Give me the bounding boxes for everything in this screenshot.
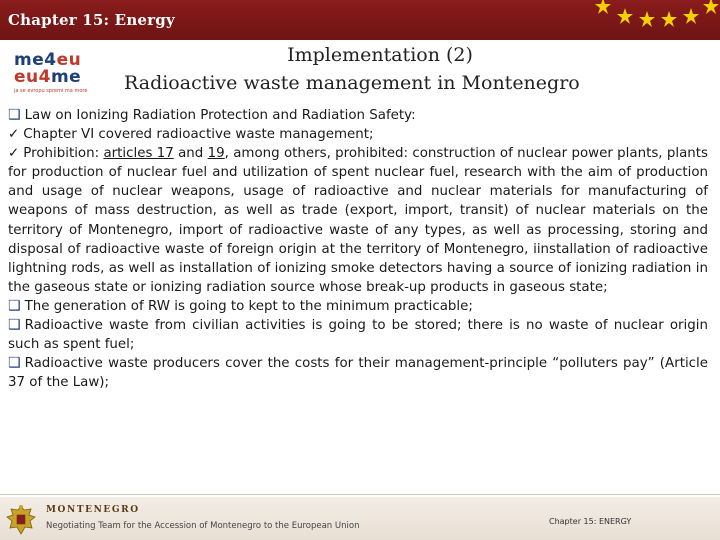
footer-divider bbox=[0, 494, 720, 495]
list-item bbox=[8, 144, 708, 297]
footer-country: MONTENEGRO bbox=[46, 505, 140, 515]
square-bullet-icon: ❑ bbox=[8, 317, 21, 334]
logo-text: me bbox=[50, 67, 82, 87]
montenegro-crest-icon bbox=[4, 503, 38, 537]
logo-text: eu bbox=[56, 50, 82, 70]
header-bar bbox=[0, 0, 720, 40]
logo-tagline: ja se evropu spremi ma more bbox=[14, 88, 88, 94]
star-icon bbox=[617, 8, 633, 24]
slide-subtitle: Radioactive waste management in Montenegro bbox=[124, 72, 580, 94]
list-item bbox=[8, 125, 708, 144]
article-link[interactable]: 19 bbox=[207, 146, 225, 162]
chapter-title: Chapter 15: Energy bbox=[8, 11, 175, 29]
check-icon: ✓ bbox=[8, 127, 20, 143]
check-icon: ✓ bbox=[8, 146, 20, 162]
list-item bbox=[8, 354, 708, 392]
star-icon bbox=[661, 11, 677, 27]
square-bullet-icon: ❑ bbox=[8, 297, 21, 314]
article-link[interactable]: articles 17 bbox=[103, 146, 174, 162]
slide-body bbox=[8, 106, 708, 392]
square-bullet-icon: ❑ bbox=[8, 355, 21, 372]
item-text: , among others, prohibited: construction of nuclear power plants, plants for production of nuclear fuel and utilization of spent nuclear fuel, research with the aim of production and usage of nuclear weapons, usage of radioactive and nuclear materials for manufacturing of weapons of mass destruction, as well as trade (export, import, transit) of nuclear materials on the territory of Montenegro, import of radioactive waste of any types, as well as processing, storing and disposal of radioactive waste of foreign origin at the territory of Montenegro, iinstallation of radioactive lightning rods, as well as installation of ionizing smoke detectors having a source of ionizing radiation in the gaseous state or ionizing radiation source whose break-up products in gaseous state; bbox=[8, 146, 708, 295]
star-icon bbox=[703, 0, 719, 14]
item-text: The generation of RW is going to kept to the minimum practicable; bbox=[24, 298, 473, 314]
footer-chapter: Chapter 15: ENERGY bbox=[549, 517, 632, 526]
item-text: Chapter VI covered radioactive waste management; bbox=[23, 127, 374, 143]
star-icon bbox=[683, 8, 699, 24]
item-text: Law on Ionizing Radiation Protection and Radiation Safety: bbox=[24, 108, 416, 123]
item-text: and bbox=[173, 146, 208, 162]
logo-text: me4 bbox=[14, 50, 57, 70]
star-icon bbox=[639, 11, 655, 27]
list-item bbox=[8, 106, 708, 125]
slide-title: Implementation (2) bbox=[287, 44, 473, 66]
star-icon bbox=[595, 0, 611, 14]
eu-stars-icon bbox=[590, 0, 720, 32]
square-bullet-icon: ❑ bbox=[8, 107, 21, 123]
list-item bbox=[8, 297, 708, 316]
footer-team: Negotiating Team for the Accession of Montenegro to the European Union bbox=[46, 521, 360, 531]
item-text: Radioactive waste producers cover the costs for their management-principle “polluters pay” (Article 37 of the Law); bbox=[8, 356, 708, 391]
logo-text: eu4 bbox=[14, 67, 51, 87]
item-text: Radioactive waste from civilian activities is going to be stored; there is no waste of nuclear origin such as spent fuel; bbox=[8, 318, 708, 353]
item-text: Prohibition: bbox=[23, 146, 104, 162]
list-item bbox=[8, 316, 708, 354]
